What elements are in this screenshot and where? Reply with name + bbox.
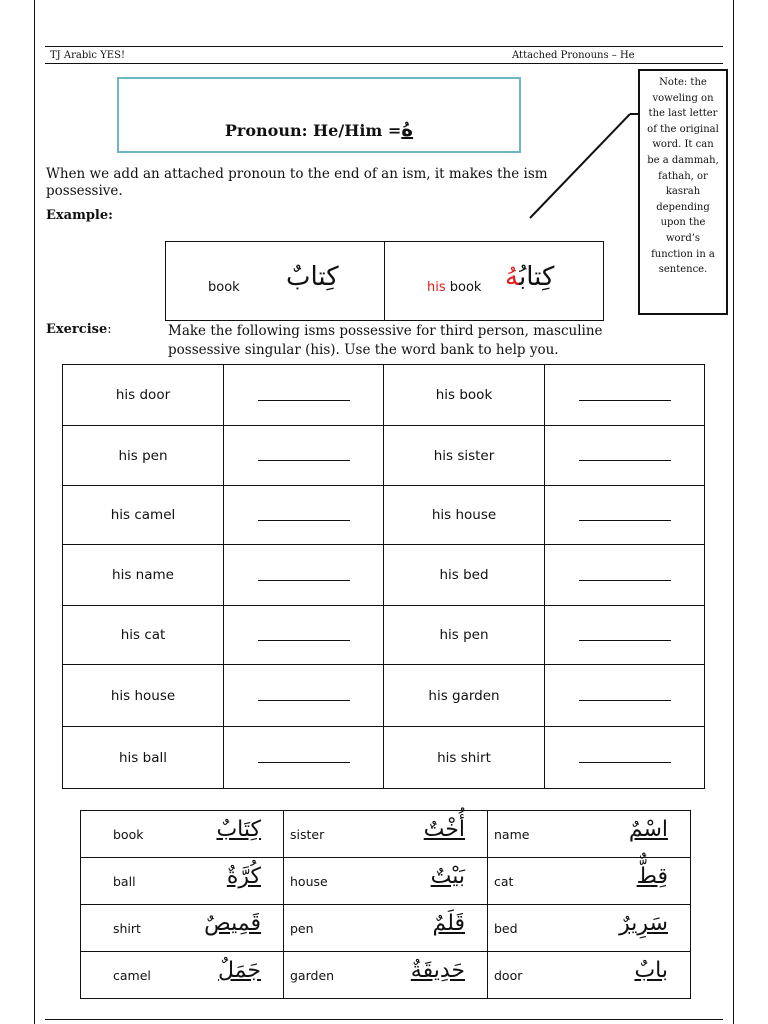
word-bank-arabic: قَمِيصٌ xyxy=(204,911,261,936)
exercise-prompt: his house xyxy=(63,665,224,727)
exercise-instructions: Make the following isms possessive for third person, masculine possessive singular (his). Use the word bank to help you. xyxy=(168,323,603,358)
answer-line[interactable] xyxy=(579,566,671,581)
word-bank-entry xyxy=(488,952,691,999)
word-bank-english: door xyxy=(494,968,523,983)
table-row xyxy=(63,545,705,606)
word-bank-arabic: جَمَلٌ xyxy=(218,958,261,983)
answer-blank[interactable] xyxy=(224,727,384,789)
example-left-en: book xyxy=(208,280,240,295)
answer-line[interactable] xyxy=(258,446,350,461)
answer-line[interactable] xyxy=(579,386,671,401)
table-row xyxy=(63,665,705,727)
table-row xyxy=(81,811,691,858)
word-bank-entry xyxy=(284,952,488,999)
table-row xyxy=(63,426,705,486)
answer-line[interactable] xyxy=(579,626,671,641)
header-rule-bottom xyxy=(45,63,723,64)
example-right-word: book xyxy=(449,280,482,295)
example-left-ar: كِتابٌ xyxy=(286,262,339,292)
answer-blank[interactable] xyxy=(545,727,705,789)
header-right: Attached Pronouns – He xyxy=(512,50,635,61)
answer-line[interactable] xyxy=(258,748,350,763)
right-page-border xyxy=(733,0,734,1024)
exercise-label: Exercise: xyxy=(46,322,112,337)
exercise-prompt: his door xyxy=(63,365,224,426)
word-bank-arabic: أُخْتٌ xyxy=(423,817,465,842)
table-row xyxy=(81,952,691,999)
example-label: Example: xyxy=(46,208,113,223)
exercise-prompt: his garden xyxy=(384,665,545,727)
answer-line[interactable] xyxy=(258,686,350,701)
header-left: TJ Arabic YES! xyxy=(50,50,125,61)
answer-line[interactable] xyxy=(258,566,350,581)
word-bank-entry xyxy=(81,811,284,858)
word-bank-entry xyxy=(488,811,691,858)
answer-line[interactable] xyxy=(258,626,350,641)
word-bank-entry xyxy=(284,811,488,858)
answer-line[interactable] xyxy=(258,386,350,401)
title-box xyxy=(117,77,521,153)
page-title xyxy=(119,117,519,141)
answer-blank[interactable] xyxy=(224,365,384,426)
word-bank-entry xyxy=(488,858,691,905)
answer-line[interactable] xyxy=(579,748,671,763)
title-arabic: هُ xyxy=(401,117,414,141)
word-bank-english: house xyxy=(290,874,328,889)
footer-rule xyxy=(45,1019,723,1020)
answer-line[interactable] xyxy=(579,506,671,521)
word-bank-arabic: كُرَّةٌ xyxy=(226,864,261,889)
exercise-prompt: his book xyxy=(384,365,545,426)
word-bank-english: garden xyxy=(290,968,335,983)
word-bank-english: ball xyxy=(113,874,136,889)
word-bank-arabic: بابٌ xyxy=(634,958,668,983)
answer-blank[interactable] xyxy=(545,365,705,426)
table-row xyxy=(63,486,705,545)
word-bank-arabic: اسْمٌ xyxy=(628,817,668,842)
answer-blank[interactable] xyxy=(545,426,705,486)
word-bank-entry xyxy=(284,905,488,952)
word-bank-entry xyxy=(81,905,284,952)
exercise-prompt: his pen xyxy=(384,606,545,665)
exercise-prompt: his pen xyxy=(63,426,224,486)
exercise-prompt: his cat xyxy=(63,606,224,665)
word-bank-english: name xyxy=(494,827,530,842)
exercise-prompt: his house xyxy=(384,486,545,545)
word-bank-english: cat xyxy=(494,874,514,889)
callout-line xyxy=(520,100,650,225)
header-rule-top xyxy=(45,46,723,47)
answer-blank[interactable] xyxy=(224,545,384,606)
word-bank-arabic: قَلَمٌ xyxy=(432,911,465,936)
word-bank xyxy=(80,810,691,999)
word-bank-entry xyxy=(488,905,691,952)
exercise-prompt: his ball xyxy=(63,727,224,789)
example-right-ar xyxy=(505,262,554,292)
answer-blank[interactable] xyxy=(545,486,705,545)
exercise-grid xyxy=(62,364,705,789)
exercise-prompt: his name xyxy=(63,545,224,606)
intro-text: When we add an attached pronoun to the end of an ism, it makes the ism possessive. xyxy=(46,166,548,199)
exercise-prompt: his sister xyxy=(384,426,545,486)
answer-line[interactable] xyxy=(579,686,671,701)
table-row xyxy=(81,858,691,905)
word-bank-english: sister xyxy=(290,827,325,842)
answer-line[interactable] xyxy=(579,446,671,461)
example-his: his xyxy=(427,280,446,295)
example-cell-possessive xyxy=(385,242,604,321)
word-bank-entry xyxy=(81,858,284,905)
word-bank-arabic: كِتَابٌ xyxy=(216,817,261,842)
word-bank-entry xyxy=(81,952,284,999)
title-label: Pronoun: He/Him = xyxy=(224,121,402,140)
word-bank-english: camel xyxy=(113,968,151,983)
word-bank-english: book xyxy=(113,827,144,842)
example-cell-plain xyxy=(166,242,385,321)
table-row xyxy=(81,905,691,952)
answer-blank[interactable] xyxy=(224,665,384,727)
example-table xyxy=(165,241,604,321)
table-row xyxy=(63,727,705,789)
answer-blank[interactable] xyxy=(224,486,384,545)
answer-blank[interactable] xyxy=(545,545,705,606)
answer-blank[interactable] xyxy=(224,606,384,665)
word-bank-arabic: سَرِيرٌ xyxy=(619,911,668,936)
answer-blank[interactable] xyxy=(545,606,705,665)
example-right-ar-base: كِتابُ xyxy=(518,262,555,292)
left-page-border xyxy=(34,0,35,1024)
example-right-en xyxy=(427,280,481,295)
word-bank-english: pen xyxy=(290,921,314,936)
note-box: Note: the voweling on the last letter of the original word. It can be a dammah, fathah, or kasrah depending upon the word’s function in a sentence. xyxy=(638,69,728,315)
answer-blank[interactable] xyxy=(545,665,705,727)
answer-line[interactable] xyxy=(258,506,350,521)
word-bank-english: shirt xyxy=(113,921,141,936)
word-bank-entry xyxy=(284,858,488,905)
word-bank-arabic: قِطٌّ xyxy=(636,864,668,889)
table-row xyxy=(63,606,705,665)
example-right-ar-suffix: هُ xyxy=(505,262,519,292)
word-bank-english: bed xyxy=(494,921,518,936)
answer-blank[interactable] xyxy=(224,426,384,486)
exercise-prompt: his bed xyxy=(384,545,545,606)
word-bank-arabic: بَيْتٌ xyxy=(430,864,465,889)
table-row xyxy=(63,365,705,426)
exercise-prompt: his shirt xyxy=(384,727,545,789)
word-bank-arabic: حَدِيقَةٌ xyxy=(410,958,465,983)
exercise-prompt: his camel xyxy=(63,486,224,545)
